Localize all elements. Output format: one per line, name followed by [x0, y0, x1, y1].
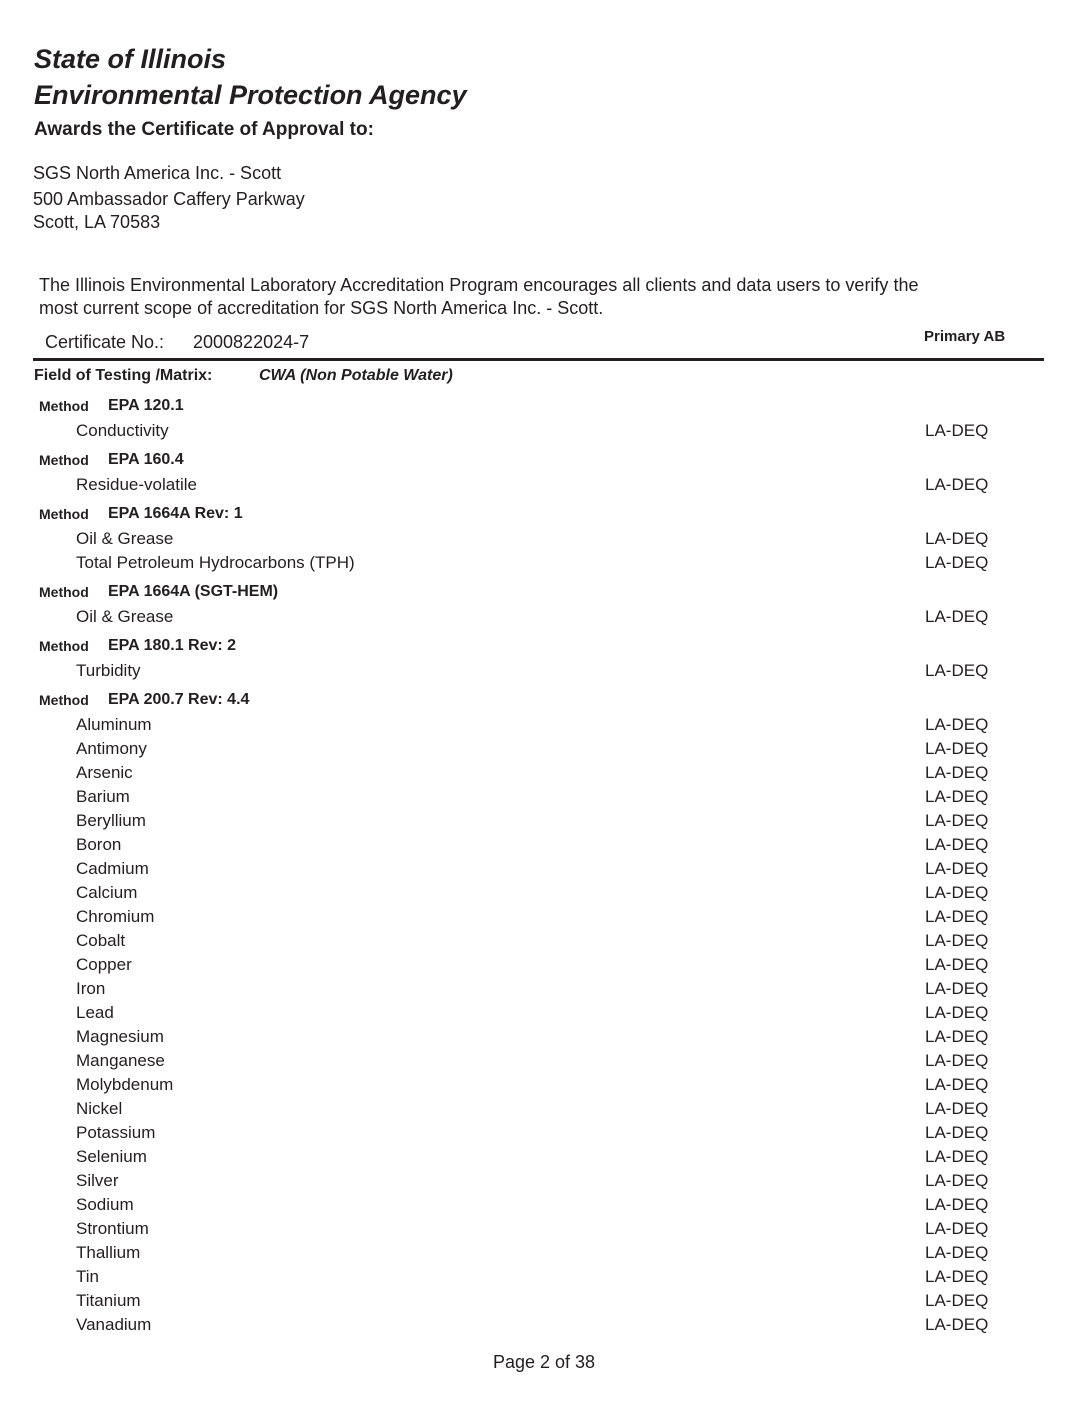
- analyte-primary-ab: LA-DEQ: [925, 607, 989, 626]
- analyte-name: Magnesium: [76, 1027, 164, 1046]
- analyte-name: Residue-volatile: [76, 475, 197, 494]
- method-label: Method: [39, 506, 89, 522]
- method-name: EPA 160.4: [108, 451, 184, 468]
- analyte-name: Silver: [76, 1171, 119, 1190]
- analyte-primary-ab: LA-DEQ: [925, 1315, 989, 1334]
- page-number: Page 2 of 38: [492, 1352, 596, 1372]
- analyte-name: Oil & Grease: [76, 529, 174, 548]
- analyte-primary-ab: LA-DEQ: [925, 1267, 989, 1286]
- primary-ab-header: Primary AB: [924, 328, 1006, 345]
- analyte-name: Aluminum: [76, 715, 152, 734]
- analyte-primary-ab: LA-DEQ: [925, 1051, 989, 1070]
- analyte-name: Titanium: [76, 1291, 141, 1310]
- analyte-name: Vanadium: [76, 1315, 152, 1334]
- analyte-name: Sodium: [76, 1195, 134, 1214]
- method-name: EPA 1664A Rev: 1: [108, 505, 243, 522]
- field-of-testing-value: CWA (Non Potable Water): [259, 367, 453, 384]
- analyte-name: Cadmium: [76, 859, 149, 878]
- analyte-primary-ab: LA-DEQ: [925, 1171, 989, 1190]
- analyte-name: Lead: [76, 1003, 114, 1022]
- analyte-name: Thallium: [76, 1243, 141, 1262]
- method-label: Method: [39, 584, 89, 600]
- method-name: EPA 120.1: [108, 397, 184, 414]
- analyte-name: Beryllium: [76, 811, 146, 830]
- analyte-name: Selenium: [76, 1147, 147, 1166]
- analyte-name: Boron: [76, 835, 122, 854]
- analyte-name: Molybdenum: [76, 1075, 174, 1094]
- analyte-name: Oil & Grease: [76, 607, 174, 626]
- lab-street: 500 Ambassador Caffery Parkway: [33, 189, 305, 209]
- analyte-name: Nickel: [76, 1099, 123, 1118]
- analyte-primary-ab: LA-DEQ: [925, 475, 989, 494]
- awards-line: Awards the Certificate of Approval to:: [34, 119, 374, 140]
- analyte-primary-ab: LA-DEQ: [925, 553, 989, 572]
- analyte-primary-ab: LA-DEQ: [925, 835, 989, 854]
- analyte-primary-ab: LA-DEQ: [925, 1147, 989, 1166]
- intro-line-2: most current scope of accreditation for SGS North America Inc. - Scott.: [39, 298, 604, 318]
- analyte-primary-ab: LA-DEQ: [925, 1099, 989, 1118]
- analyte-primary-ab: LA-DEQ: [925, 1123, 989, 1142]
- analyte-primary-ab: LA-DEQ: [925, 739, 989, 758]
- analyte-name: Cobalt: [76, 931, 126, 950]
- analyte-primary-ab: LA-DEQ: [925, 661, 989, 680]
- analyte-primary-ab: LA-DEQ: [925, 1243, 989, 1262]
- analyte-name: Arsenic: [76, 763, 133, 782]
- analyte-primary-ab: LA-DEQ: [925, 1219, 989, 1238]
- analyte-primary-ab: LA-DEQ: [925, 811, 989, 830]
- lab-city: Scott, LA 70583: [33, 212, 161, 232]
- analyte-name: Conductivity: [76, 421, 169, 440]
- analyte-name: Antimony: [76, 739, 147, 758]
- analyte-primary-ab: LA-DEQ: [925, 1195, 989, 1214]
- analyte-primary-ab: LA-DEQ: [925, 859, 989, 878]
- analyte-primary-ab: LA-DEQ: [925, 787, 989, 806]
- analyte-primary-ab: LA-DEQ: [925, 529, 989, 548]
- analyte-primary-ab: LA-DEQ: [925, 955, 989, 974]
- analyte-name: Chromium: [76, 907, 155, 926]
- method-name: EPA 200.7 Rev: 4.4: [108, 691, 250, 708]
- header-state: State of Illinois: [34, 44, 227, 74]
- method-label: Method: [39, 692, 89, 708]
- header-agency: Environmental Protection Agency: [34, 80, 467, 110]
- analyte-name: Iron: [76, 979, 106, 998]
- analyte-name: Copper: [76, 955, 132, 974]
- analyte-name: Turbidity: [76, 661, 141, 680]
- analyte-name: Calcium: [76, 883, 138, 902]
- analyte-primary-ab: LA-DEQ: [925, 979, 989, 998]
- analyte-primary-ab: LA-DEQ: [925, 1003, 989, 1022]
- analyte-primary-ab: LA-DEQ: [925, 931, 989, 950]
- method-label: Method: [39, 452, 89, 468]
- analyte-primary-ab: LA-DEQ: [925, 907, 989, 926]
- analyte-primary-ab: LA-DEQ: [925, 1075, 989, 1094]
- method-name: EPA 180.1 Rev: 2: [108, 637, 237, 654]
- method-label: Method: [39, 638, 89, 654]
- analyte-primary-ab: LA-DEQ: [925, 715, 989, 734]
- certificate-label: Certificate No.:: [45, 332, 165, 352]
- analyte-primary-ab: LA-DEQ: [925, 883, 989, 902]
- analyte-name: Manganese: [76, 1051, 165, 1070]
- analyte-name: Strontium: [76, 1219, 149, 1238]
- method-label: Method: [39, 398, 89, 414]
- analyte-name: Potassium: [76, 1123, 156, 1142]
- analyte-primary-ab: LA-DEQ: [925, 421, 989, 440]
- analyte-name: Tin: [76, 1267, 99, 1286]
- analyte-name: Barium: [76, 787, 130, 806]
- intro-line-1: The Illinois Environmental Laboratory Accreditation Program encourages all clients and data users to verify the: [39, 275, 919, 295]
- analyte-primary-ab: LA-DEQ: [925, 1027, 989, 1046]
- analyte-name: Total Petroleum Hydrocarbons (TPH): [76, 553, 355, 572]
- certificate-number: 2000822024-7: [193, 332, 310, 352]
- field-of-testing-label: Field of Testing /Matrix:: [34, 367, 213, 384]
- analyte-primary-ab: LA-DEQ: [925, 763, 989, 782]
- lab-name: SGS North America Inc. - Scott: [33, 163, 282, 183]
- analyte-primary-ab: LA-DEQ: [925, 1291, 989, 1310]
- method-name: EPA 1664A (SGT-HEM): [108, 583, 279, 600]
